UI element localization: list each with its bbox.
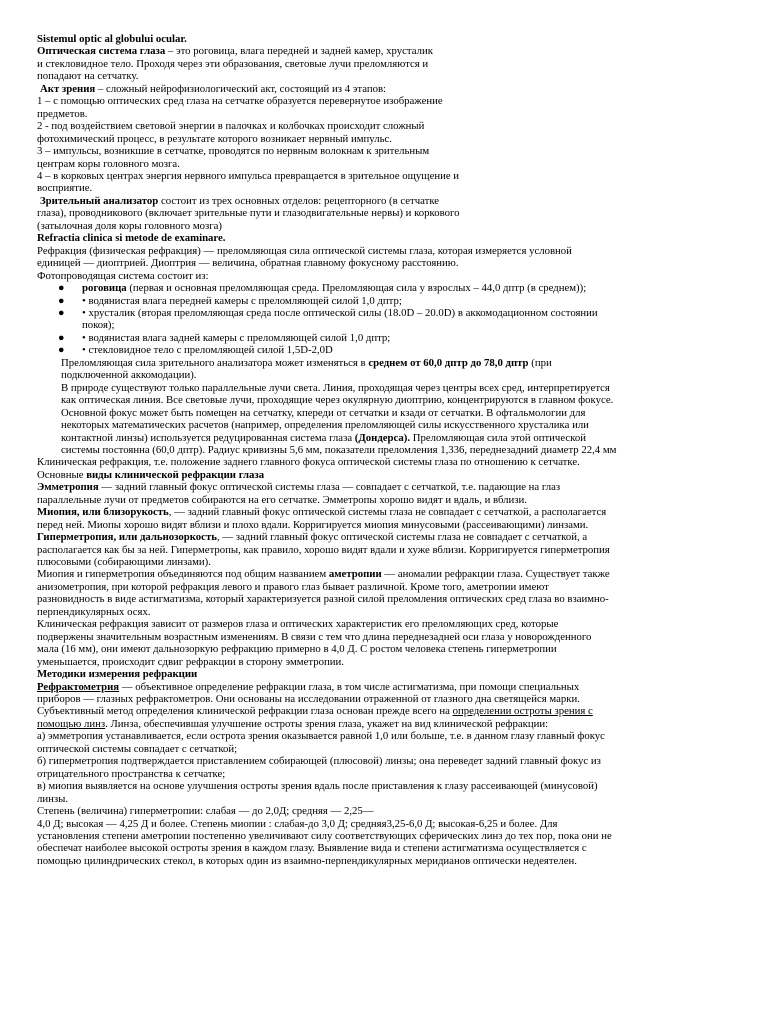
text-line: располагается как бы за ней. Гиперметропы, как правило, хорошо видят вдали и хуже вблизи. Корригируется гиперметропия: [37, 543, 610, 556]
paragraph-act-of-vision: Акт зрения – сложный нейрофизиологический акт, состоящий из 4 этапов:: [40, 82, 387, 95]
text-line: в) миопия выявляется на основе улучшения остроты зрения вдаль после приставления к глазу рассеивающей (минусовой): [37, 780, 598, 793]
bullet-icon: ●: [58, 344, 65, 357]
text-line: линзы.: [37, 792, 69, 805]
text-line: б) гиперметропия подтверждается приставлением собирающей (плюсовой) линзы; она переведет задний главный фокус из: [37, 755, 601, 768]
text-line: приборов — глазных рефрактометров. Они основаны на исследовании отраженной от глазного дна светящейся марки.: [37, 693, 580, 706]
text-line: 1 – с помощью оптических сред глаза на сетчатке образуется перевернутое изображение: [37, 95, 443, 108]
text-line: предметов.: [37, 107, 88, 120]
text-line: единицей — диоптрией. Диоптрия — величина, обратная главному фокусному расстоянию.: [37, 257, 459, 270]
paragraph-emmetropia: Эмметропия — задний главный фокус оптической системы глаза — совпадает с сетчаткой, т.е. падающие на глаз: [37, 481, 561, 494]
text-line: центрам коры головного мозга.: [37, 157, 180, 170]
bullet-icon: ●: [58, 294, 65, 307]
text-line: В природе существуют только параллельные лучи света. Линия, проходящая через центры всех сред, интерпретируется: [61, 381, 610, 394]
text-line: глаза), проводникового (включает зрительные пути и глазодвигательные нервы) и коркового: [37, 207, 460, 220]
text-line: а) эмметропия устанавливается, если острота зрения оказывается равной 1,0 или больше, т.е. в данном глазу главный фокус: [37, 730, 605, 743]
text-line: помощью цилиндрических стекол, в которых один из взаимно-перпендикулярных меридианов оптически недеятелен.: [37, 854, 577, 867]
text-line: уменьшается, происходит сдвиг рефракции в сторону эмметропии.: [37, 655, 344, 668]
text-line: параллельные лучи от предметов собираются на его сетчатке. Эмметропы хорошо видят и вдаль, и вблизи.: [37, 493, 527, 506]
bullet-icon: ●: [58, 282, 65, 295]
section-heading-refraction: Refractia clinica si metode de examinare.: [37, 232, 226, 245]
text-line: мала (16 мм), они имеют дальнозоркую рефракцию примерно в 4,0 Д. С ростом человека степень гиперметропии: [37, 643, 557, 656]
list-item: ● • хрусталик (вторая преломляющая среда после оптической силы (18.0D – 20.0D) в аккомодационном состоянии: [58, 306, 598, 319]
text-line: подвержены значительным возрастным изменениям. В связи с тем что длина переднезадней оси глаза у новорожденного: [37, 630, 592, 643]
list-item-continuation: покоя);: [82, 319, 115, 332]
text-line: как оптическая линия. Все световые лучи, проходящие через окулярную диоптрию, концентрируются в главном фокусе.: [61, 394, 614, 407]
paragraph-hypermetropia: Гиперметропия, или дальнозоркость, — задний главный фокус оптической системы глаза не совпадает с сетчаткой, а: [37, 531, 588, 544]
paragraph-refractometry: Рефрактометрия — объективное определение рефракции глаза, в том числе астигматизма, при помощи специальных: [37, 680, 580, 693]
text-line: Клиническая рефракция, т.е. положение заднего главного фокуса оптической системы глаза по отношению к сетчатке.: [37, 456, 580, 469]
text-line: Субъективный метод определения клинической рефракции глаза основан прежде всего на определении остроты зрения с: [37, 705, 593, 718]
text-line: контактной линзы) используется редуцированная система глаза (Дондерса). Преломляющая сила этой оптической: [61, 431, 586, 444]
text-line: Рефракция (физическая рефракция) — преломляющая сила оптической системы глаза, которая измеряется условной: [37, 244, 572, 257]
text-line: помощью линз. Линза, обеспечившая улучшение остроты зрения глаза, укажет на вид клинической рефракции:: [37, 717, 549, 730]
list-item: ● • водянистая влага передней камеры с преломляющей силой 1,0 дптр;: [58, 294, 402, 307]
paragraph-optical-system: Оптическая система глаза – это роговица, влага передней и задней камер, хрусталик: [37, 45, 433, 58]
text-line: 2 - под воздействием световой энергии в палочках и колбочках происходит сложный: [37, 120, 425, 133]
text-line: Основной фокус может быть помещен на сетчатку, кпереди от сетчатки и кзади от сетчатки. В офтальмологии для: [61, 406, 586, 419]
text-line: некоторых математических расчетов (например, определения преломляющей силы искусственного хрусталика или: [61, 419, 589, 432]
bullet-icon: ●: [58, 331, 65, 344]
bullet-icon: ●: [58, 306, 65, 319]
text-line: 4 – в корковых центрах энергия нервного импульса превращается в зрительное ощущение и: [37, 169, 460, 182]
text-line: обеспечат наиболее высокой остроты зрения в каждом глазу. Выявление вида и степени астигматизма осуществляется с: [37, 842, 587, 855]
list-item: ● роговица (первая и основная преломляющая среда. Преломляющая сила у взрослых – 44,0 дптр (в среднем));: [58, 282, 587, 295]
text-line: перед ней. Миопы хорошо видят вблизи и плохо вдали. Корригируется миопия минусовыми (рассеивающими) линзами.: [37, 518, 589, 531]
text-line: подключенной аккомодации).: [61, 369, 197, 382]
section-heading-types: Основные виды клинической рефракции глаза: [37, 468, 265, 481]
text-line: 3 – импульсы, возникшие в сетчатке, проводятся по нервным волокнам к зрительным: [37, 145, 430, 158]
list-item: ● • водянистая влага задней камеры с преломляющей силой 1,0 дптр;: [58, 331, 391, 344]
document-title: Sistemul optic al globului ocular.: [37, 33, 187, 45]
text-line: установления степени аметропии постепенно увеличивают силу соответствующих сферических линз до тех пор, пока они не: [37, 830, 612, 842]
text-line: системы постоянна (60,0 дптр). Радиус кривизны 5,6 мм, показатели преломления 1,336, переднезадний диаметр 22,4 мм: [61, 443, 617, 456]
text-line: плюсовыми (собирающими линзами).: [37, 556, 211, 569]
text-line: попадают на сетчатку.: [37, 70, 139, 83]
section-heading-methods: Методики измерения рефракции: [37, 668, 198, 681]
paragraph-visual-analyzer: Зрительный анализатор состоит из трех основных отделов: рецепторного (в сетчатке: [40, 194, 440, 207]
text-line: 4,0 Д; высокая — 4,25 Д и более. Степень миопии : слабая-до 3,0 Д; средняя3,25-6,0 Д; высокая-6,25 и более. Для: [37, 817, 558, 830]
text-line: перпендикулярных осях.: [37, 605, 151, 618]
text-line: анизометропия, при которой рефракция левого и правого глаз бывает различной. Кроме того, аметропии имеют: [37, 580, 549, 593]
text-line: (затылочная доля коры головного мозга): [37, 219, 223, 232]
text-line: Преломляющая сила зрительного анализатора может изменяться в среднем от 60,0 дптр до 78,0 дптр (при: [61, 356, 552, 369]
paragraph-ametropia: Миопия и гиперметропия объединяются под общим названием аметропии — аномалии рефракции глаза. Существует также: [37, 568, 610, 581]
text-line: и стекловидное тело. Проходя через эти образования, световые лучи преломляются и: [37, 57, 429, 70]
text-line: восприятие.: [37, 182, 93, 195]
paragraph-clinical-refraction: Клиническая рефракция зависит от размеров глаза и оптических характеристик его преломляющих сред, которые: [37, 618, 559, 631]
text-line: отрицательного пространства к сетчатке;: [37, 767, 226, 780]
paragraph-degrees: Степень (величина) гиперметропии: слабая — до 2,0Д; средняя — 2,25—: [37, 805, 374, 818]
text-line: Фотопроводящая система состоит из:: [37, 269, 209, 282]
document-page: [37, 33, 737, 867]
text-line: фотохимический процесс, в результате которого возникает нервный импульс.: [37, 132, 392, 145]
paragraph-myopia: Миопия, или близорукость, — задний главный фокус оптической системы глаза не совпадает с сетчаткой, а располагается: [37, 506, 607, 519]
list-item: ● • стекловидное тело с преломляющей силой 1,5D-2,0D: [58, 344, 333, 357]
text-line: оптической системы совпадает с сетчаткой;: [37, 742, 238, 755]
text-line: разновидность в виде астигматизма, который характеризуется разной силой преломления оптических сред глаза во взаимно-: [37, 593, 609, 606]
